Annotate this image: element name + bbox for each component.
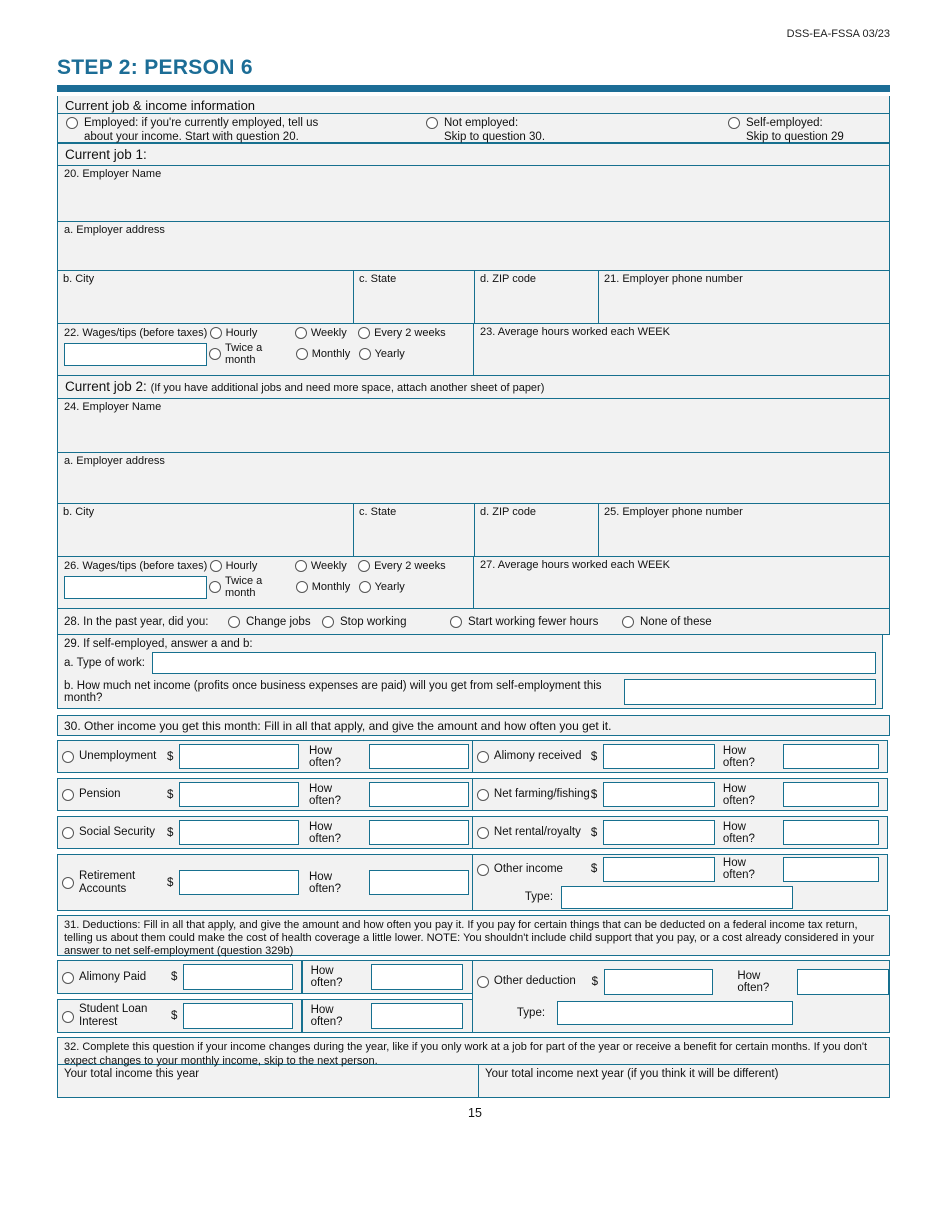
how-often-label: How often? — [310, 1004, 343, 1028]
option-start-working-fewer-hours[interactable] — [450, 615, 622, 628]
employer-name-label-job1: 20. Employer Name — [64, 168, 162, 180]
dollar-sign: $ — [167, 788, 174, 801]
other-deduction-type-input[interactable] — [557, 1001, 793, 1025]
zip-label: d. ZIP code — [480, 506, 537, 518]
employer-address-label-job1: a. Employer address — [64, 224, 165, 236]
wages-cell-job2 — [58, 557, 474, 608]
deduction-row-student-loan-interest — [57, 999, 474, 1033]
employer-address-label-job2: a. Employer address — [64, 455, 165, 467]
option-none-of-these[interactable] — [622, 615, 712, 628]
freq-label: Hourly — [225, 327, 258, 339]
option-yearly-job2[interactable] — [359, 581, 473, 593]
wages-amount-input-job2[interactable] — [64, 576, 207, 599]
radio-student-loan-interest[interactable] — [62, 1011, 74, 1023]
freq-label: Hourly — [225, 560, 258, 572]
alimony-received-how-often-input[interactable] — [783, 744, 879, 769]
form-body — [57, 96, 890, 1098]
social-security-amount-input[interactable] — [179, 820, 299, 845]
dollar-sign: $ — [590, 863, 598, 875]
city-field-job2[interactable] — [58, 504, 353, 556]
income-label: Unemployment — [79, 750, 157, 763]
wages-row-job2 — [57, 557, 890, 609]
income-label: Net farming/fishing — [493, 788, 590, 801]
income-label: Other income — [493, 862, 563, 875]
q32-cells — [57, 1065, 890, 1098]
freq-label: Twice a month — [224, 575, 263, 599]
deduction-label: Other deduction — [493, 975, 576, 988]
option-employed-label: Employed: if you're currently employed, tell us about your income. Start with question 20. — [84, 117, 319, 144]
deduction-row-other — [472, 960, 890, 1033]
page-number: 15 — [468, 1106, 482, 1120]
dollar-sign: $ — [171, 1010, 178, 1022]
type-of-work-input[interactable] — [152, 652, 876, 674]
radio-weekly-job1[interactable] — [295, 327, 307, 339]
social-security-how-often-input[interactable] — [369, 820, 469, 845]
radio-alimony-paid[interactable] — [62, 972, 74, 984]
income-row-social-security — [57, 816, 474, 849]
radio-net-farming-fishing[interactable] — [477, 789, 489, 801]
state-label: c. State — [359, 273, 397, 285]
dollar-sign: $ — [167, 826, 174, 839]
unemployment-amount-input[interactable] — [179, 744, 299, 769]
other-deduction-how-often-input[interactable] — [797, 969, 889, 995]
phone-field-job2[interactable] — [598, 504, 889, 556]
title-divider-bar — [57, 85, 890, 92]
q30-left-column — [57, 740, 474, 911]
how-often-label: How often? — [309, 744, 341, 769]
option-monthly-job1[interactable] — [296, 348, 359, 360]
radio-social-security[interactable] — [62, 827, 74, 839]
other-income-type-input[interactable] — [561, 886, 793, 909]
pension-how-often-input[interactable] — [369, 782, 469, 807]
city-label: b. City — [63, 506, 95, 518]
freq-label: Monthly — [311, 348, 351, 360]
radio-alimony-received[interactable] — [477, 751, 489, 763]
income-row-alimony-received — [472, 740, 889, 773]
other-income-amount-input[interactable] — [603, 857, 715, 882]
dollar-sign: $ — [171, 971, 178, 983]
how-often-label: How often? — [722, 744, 755, 769]
q29-block — [57, 635, 883, 709]
how-often-label: How often? — [722, 782, 755, 807]
q30-right-column — [472, 740, 889, 911]
radio-monthly-job1[interactable] — [296, 348, 308, 360]
type-of-work-label: a. Type of work: — [64, 657, 145, 669]
total-income-this-year-label: Your total income this year — [64, 1068, 200, 1080]
type-label: Type: — [516, 1006, 546, 1019]
radio-every-2-weeks-job2[interactable] — [358, 560, 370, 572]
radio-stop-working[interactable] — [322, 616, 334, 628]
cell-divider — [301, 961, 303, 993]
q31-grid — [57, 960, 890, 1033]
income-row-net-farming-fishing — [472, 778, 889, 811]
total-income-next-year-field[interactable] — [479, 1065, 889, 1097]
freq-label: Yearly — [374, 348, 405, 360]
q31-left-column — [57, 960, 474, 1033]
wages-amount-input-job1[interactable] — [64, 343, 207, 366]
radio-yearly-job1[interactable] — [359, 348, 371, 360]
radio-hourly-job1[interactable] — [210, 327, 222, 339]
q31-right-column — [472, 960, 890, 1033]
wages-label-job1: 22. Wages/tips (before taxes) — [64, 327, 208, 339]
radio-other-deduction[interactable] — [477, 976, 489, 988]
radio-retirement-accounts[interactable] — [62, 877, 74, 889]
employer-address-field-job2[interactable] — [57, 453, 890, 504]
cell-divider — [301, 1000, 303, 1032]
option-not-employed[interactable] — [426, 116, 728, 144]
dollar-sign: $ — [590, 826, 598, 839]
option-twice-a-month-job1[interactable] — [209, 342, 296, 366]
alimony-paid-how-often-input[interactable] — [371, 964, 463, 990]
how-often-label: How often? — [310, 965, 343, 989]
radio-start-working-fewer-hours[interactable] — [450, 616, 462, 628]
employment-status-row — [57, 114, 890, 144]
net-income-label: b. How much net income (profits once business expenses are paid) will you get from self-employment this month? — [64, 680, 602, 704]
net-rental-how-often-input[interactable] — [783, 820, 879, 845]
option-twice-a-month-job2[interactable] — [209, 575, 296, 599]
freq-label: Weekly — [310, 560, 347, 572]
hours-field-job2[interactable] — [474, 557, 889, 608]
retirement-amount-input[interactable] — [179, 870, 299, 895]
section-header-job1: Current job 1: — [57, 144, 890, 166]
option-change-jobs[interactable] — [228, 615, 322, 628]
retirement-how-often-input[interactable] — [369, 870, 469, 895]
radio-unemployment[interactable] — [62, 751, 74, 763]
other-income-how-often-input[interactable] — [783, 857, 879, 882]
unemployment-how-often-input[interactable] — [369, 744, 469, 769]
option-weekly-job1[interactable] — [295, 327, 358, 339]
option-hourly-job2[interactable] — [210, 560, 295, 572]
wages-row-job1 — [57, 324, 890, 376]
wages-cell-job1 — [58, 324, 474, 375]
net-rental-amount-input[interactable] — [603, 820, 715, 845]
city-field-job1[interactable] — [58, 271, 353, 323]
deduction-label: Alimony Paid — [79, 970, 147, 983]
freq-label: Weekly — [310, 327, 347, 339]
radio-twice-a-month-job1[interactable] — [209, 348, 221, 360]
how-often-label: How often? — [309, 820, 341, 845]
radio-self-employed[interactable] — [728, 117, 740, 129]
dollar-sign: $ — [167, 750, 174, 763]
dollar-sign: $ — [590, 750, 598, 763]
option-self-employed[interactable] — [728, 116, 844, 144]
income-row-retirement-accounts — [57, 854, 474, 911]
total-income-next-year-label: Your total income next year (if you think it will be different) — [485, 1068, 779, 1080]
freq-label: Monthly — [311, 581, 351, 593]
pension-amount-input[interactable] — [179, 782, 299, 807]
radio-employed[interactable] — [66, 117, 78, 129]
q28-option-label: Change jobs — [246, 615, 311, 628]
alimony-paid-amount-input[interactable] — [183, 964, 293, 990]
income-label: Social Security — [79, 826, 156, 839]
q28-option-label: Start working fewer hours — [468, 615, 599, 628]
hours-label-job2: 27. Average hours worked each WEEK — [480, 559, 670, 571]
option-every-2-weeks-job2[interactable] — [358, 560, 473, 572]
radio-yearly-job2[interactable] — [359, 581, 371, 593]
other-deduction-amount-input[interactable] — [604, 969, 714, 995]
freq-label: Every 2 weeks — [374, 560, 446, 572]
income-label: Pension — [79, 788, 121, 801]
radio-pension[interactable] — [62, 789, 74, 801]
freq-label: Yearly — [374, 581, 405, 593]
radio-every-2-weeks-job1[interactable] — [358, 327, 370, 339]
radio-change-jobs[interactable] — [228, 616, 240, 628]
q32-header: 32. Complete this question if your income changes during the year, like if you only work at a job for part of the year or receive a benefit for certain months. If you don't expect changes to your monthly income, skip to the next person. — [57, 1037, 890, 1065]
net-farming-amount-input[interactable] — [603, 782, 715, 807]
how-often-label: How often? — [309, 782, 341, 807]
phone-field-job1[interactable] — [598, 271, 889, 323]
radio-weekly-job2[interactable] — [295, 560, 307, 572]
income-label: Net rental/royalty — [493, 826, 581, 839]
income-label: Alimony received — [493, 750, 582, 763]
zip-label: d. ZIP code — [480, 273, 537, 285]
form-code: DSS-EA-FSSA 03/23 — [786, 28, 890, 40]
state-label: c. State — [359, 506, 397, 518]
zip-field-job2[interactable] — [474, 504, 598, 556]
total-income-this-year-field[interactable] — [58, 1065, 479, 1097]
city-state-zip-row-job1 — [57, 271, 890, 324]
type-label: Type: — [524, 891, 554, 903]
how-often-label: How often? — [722, 857, 755, 881]
alimony-received-amount-input[interactable] — [603, 744, 715, 769]
income-row-net-rental-royalty — [472, 816, 889, 849]
q31-header: 31. Deductions: Fill in all that apply, and give the amount and how often you pay it. If you pay for certain things that can be deducted on a federal income tax return, telling us about them could make the cost of health coverage a little lower. NOTE: You shouldn't include child support that you pay, or a cost already considered in your answer to net self-employment (question 329b) — [57, 915, 890, 956]
radio-not-employed[interactable] — [426, 117, 438, 129]
job2-note: (If you have additional jobs and need more space, attach another sheet of paper) — [150, 382, 545, 394]
section-header-income-info: Current job & income information — [57, 96, 890, 114]
phone-label-job1: 21. Employer phone number — [604, 273, 743, 285]
income-row-other-income — [472, 854, 889, 911]
student-loan-amount-input[interactable] — [183, 1003, 293, 1029]
section-header-job2: Current job 2: (If you have additional jobs and need more space, attach another sheet of paper) — [57, 376, 890, 399]
q28-option-label: None of these — [640, 615, 712, 628]
option-weekly-job2[interactable] — [295, 560, 358, 572]
city-state-zip-row-job2 — [57, 504, 890, 557]
radio-net-rental-royalty[interactable] — [477, 827, 489, 839]
net-income-input[interactable] — [624, 679, 876, 705]
option-self-employed-label: Self-employed: Skip to question 29 — [746, 117, 844, 144]
q28-row — [57, 609, 890, 635]
employer-address-field-job1[interactable] — [57, 222, 890, 271]
zip-field-job1[interactable] — [474, 271, 598, 323]
employer-name-label-job2: 24. Employer Name — [64, 401, 162, 413]
radio-hourly-job2[interactable] — [210, 560, 222, 572]
dollar-sign: $ — [590, 788, 598, 801]
q29-label: 29. If self-employed, answer a and b: — [64, 638, 253, 650]
option-monthly-job2[interactable] — [296, 581, 359, 593]
option-employed[interactable] — [66, 116, 426, 144]
option-every-2-weeks-job1[interactable] — [358, 327, 473, 339]
radio-other-income[interactable] — [477, 864, 489, 876]
hours-label-job1: 23. Average hours worked each WEEK — [480, 326, 670, 338]
phone-label-job2: 25. Employer phone number — [604, 506, 743, 518]
student-loan-how-often-input[interactable] — [371, 1003, 463, 1029]
deduction-label: Student Loan Interest — [79, 1003, 148, 1028]
q30-grid — [57, 740, 890, 911]
income-row-pension — [57, 778, 474, 811]
wages-label-job2: 26. Wages/tips (before taxes) — [64, 560, 208, 572]
employer-name-field-job2[interactable] — [57, 399, 890, 453]
net-farming-how-often-input[interactable] — [783, 782, 879, 807]
freq-label: Every 2 weeks — [374, 327, 446, 339]
income-label: Retirement Accounts — [79, 869, 136, 895]
option-stop-working[interactable] — [322, 615, 450, 628]
hours-field-job1[interactable] — [474, 324, 889, 375]
how-often-label: How often? — [309, 870, 341, 895]
dollar-sign: $ — [167, 876, 174, 889]
q30-header: 30. Other income you get this month: Fill in all that apply, and give the amount and how often you get it. — [57, 715, 890, 736]
q28-option-label: Stop working — [340, 615, 407, 628]
state-field-job2[interactable] — [353, 504, 474, 556]
dollar-sign: $ — [591, 975, 599, 988]
option-hourly-job1[interactable] — [210, 327, 295, 339]
how-often-label: How often? — [737, 969, 770, 994]
radio-none-of-these[interactable] — [622, 616, 634, 628]
option-yearly-job1[interactable] — [359, 348, 473, 360]
q28-label: 28. In the past year, did you: — [64, 615, 209, 628]
income-row-unemployment — [57, 740, 474, 773]
freq-label: Twice a month — [224, 342, 263, 366]
employer-name-field-job1[interactable] — [57, 166, 890, 222]
how-often-label: How often? — [722, 820, 755, 845]
deduction-row-alimony-paid — [57, 960, 474, 994]
city-label: b. City — [63, 273, 95, 285]
radio-monthly-job2[interactable] — [296, 581, 308, 593]
page-title: STEP 2: PERSON 6 — [57, 56, 253, 79]
radio-twice-a-month-job2[interactable] — [209, 581, 221, 593]
option-not-employed-label: Not employed: Skip to question 30. — [444, 117, 546, 144]
state-field-job1[interactable] — [353, 271, 474, 323]
